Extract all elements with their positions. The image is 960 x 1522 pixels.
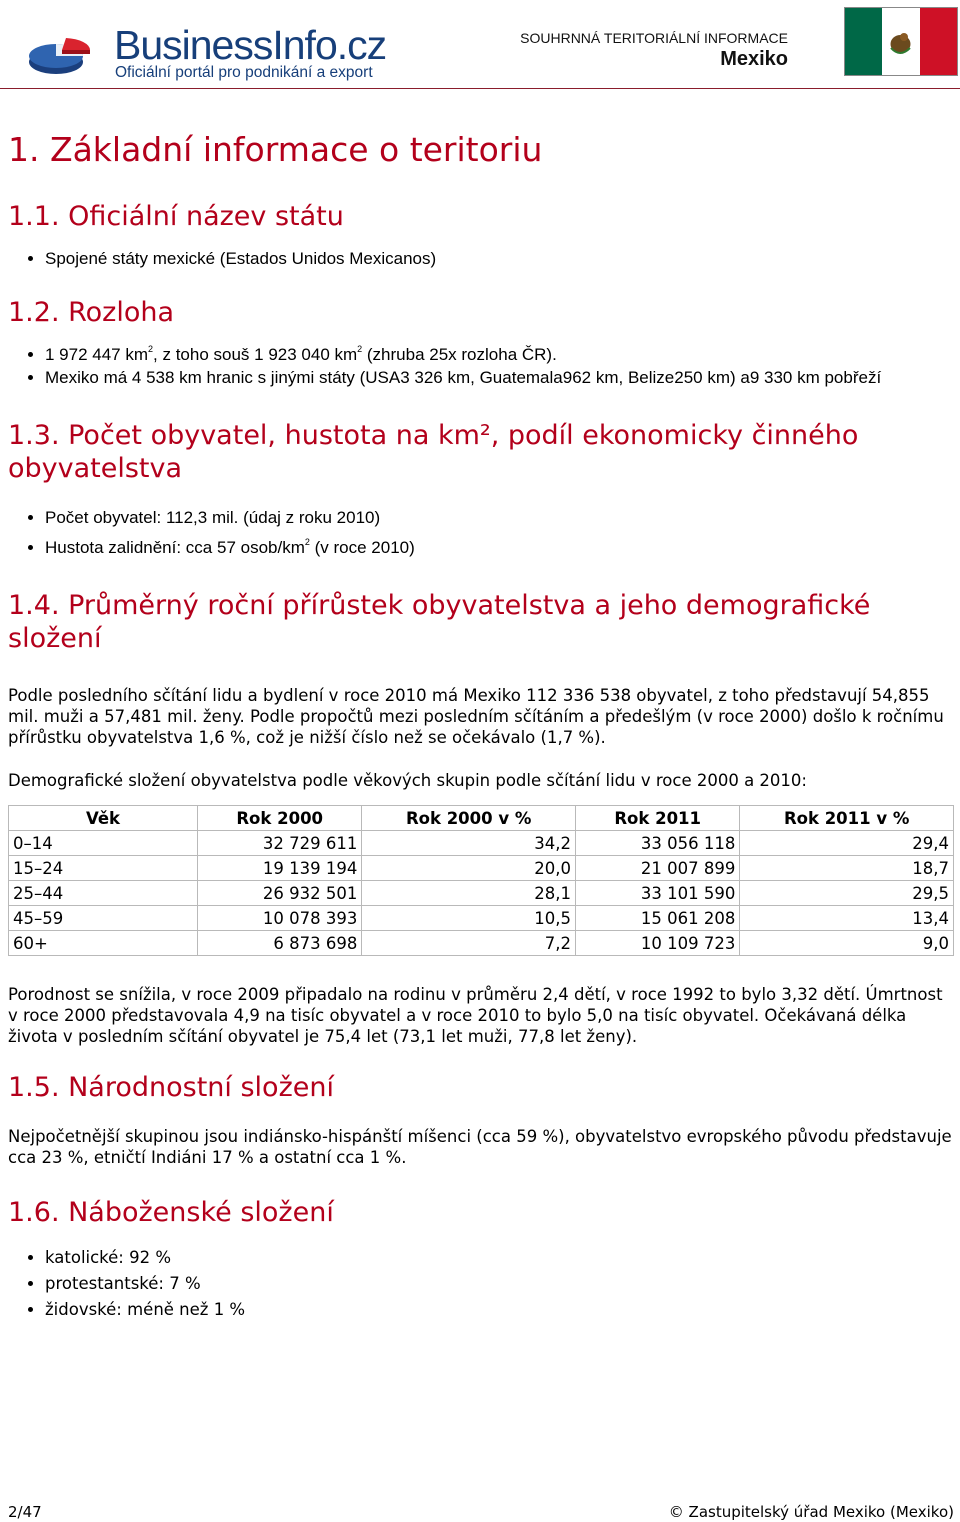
table-cell: 6 873 698 [198,931,362,956]
section-heading-ethnicity: 1.5. Národnostní složení [8,1072,334,1104]
table-row [9,906,954,931]
header-divider [0,88,960,89]
section-heading-area: 1.2. Rozloha [8,297,175,329]
logo-wordmark: BusinessInfo.cz [114,22,387,68]
copyright-notice: © Zastupitelský úřad Mexiko (Mexiko) [668,1503,954,1521]
col-header: Věk [9,806,198,831]
table-cell: 10,5 [362,906,576,931]
table-cell: 15 061 208 [575,906,739,931]
official-name-list [8,247,952,270]
page-title: 1. Základní informace o teritoriu [8,130,543,169]
list-item: • protestantské: 7 % [45,1271,952,1297]
table-cell: 19 139 194 [198,856,362,881]
page-number: 2/47 [8,1503,42,1521]
demographics-table [8,805,954,956]
religion-list [8,1245,952,1323]
table-cell: 9,0 [740,931,954,956]
table-cell: 10 078 393 [198,906,362,931]
table-cell: 28,1 [362,881,576,906]
list-item: • Hustota zalidnění: cca 57 osob/$km^2$ (v roce 2010) [45,533,952,563]
section-heading-demographics: 1.4. Průměrný roční přírůstek obyvatelstva a jeho demografické složení [8,590,871,655]
list-item: • židovské: méně než 1 % [45,1297,952,1323]
list-item: • Počet obyvatel: 112,3 mil. (údaj z roku 2010) [45,503,952,533]
ethnicity-paragraph: Nejpočetnější skupinou jsou indiánsko-hispánští míšenci (cca 59 %), obyvatelstvo evropského původu představuje cca 23 %, etničtí Indiáni 17 % a ostatní cca 1 %. [8,1127,952,1168]
table-cell: 7,2 [362,931,576,956]
table-cell: 33 101 590 [575,881,739,906]
list-item: • katolické: 92 % [45,1245,952,1271]
table-cell: 0–14 [9,831,198,856]
doc-type: SOUHRNNÁ TERITORIÁLNÍ INFORMACE [520,30,788,46]
section-heading-population: 1.3. Počet obyvatel, hustota na km², podíl ekonomicky činného obyvatelstva [8,420,859,485]
table-cell: 10 109 723 [575,931,739,956]
logo-subtitle: Oficiální portál pro podnikání a export [115,64,373,81]
table-cell: 18,7 [740,856,954,881]
section-heading-religion: 1.6. Náboženské složení [8,1197,334,1229]
businessinfo-logo[interactable] [26,14,386,84]
main-content [8,132,952,1349]
birth-death-paragraph: Porodnost se snížila, v roce 2009 připadalo na rodinu v průměru 2,4 dětí, v roce 1992 to bylo 3,32 dětí. Úmrtnost v roce 2000 představovala 4,9 na tisíc obyvatel a v roce 2010 to bylo 5,0 na tisíc obyvatel. Očekávaná délka života v posledním sčítání obyvatel je 75,4 let (73,1 let muži, 77,8 let ženy). [8,985,943,1047]
list-item: • Mexiko má 4 538 km hranic s jinými státy (USA3 326 km, Guatemala962 km, Belize250 km) a9 330 km pobřeží [45,366,952,389]
table-cell: 32 729 611 [198,831,362,856]
table-row [9,931,954,956]
table-header-row [9,806,954,831]
table-cell: 29,4 [740,831,954,856]
list-item: • 1 972 447 $km^2$, z toho souš 1 923 040 $km^2$ (zhruba 25x rozloha ČR). [45,343,952,366]
table-row [9,831,954,856]
table-cell: 60+ [9,931,198,956]
logo-pie-icon [26,28,106,78]
col-header: Rok 2000 [198,806,362,831]
table-cell: 33 056 118 [575,831,739,856]
country-name: Mexiko [720,48,788,70]
table-cell: 20,0 [362,856,576,881]
population-list [8,503,952,563]
col-header: Rok 2011 v % [740,806,954,831]
table-cell: 25–44 [9,881,198,906]
area-list [8,343,952,389]
list-item: • Spojené státy mexické (Estados Unidos Mexicanos) [45,247,952,270]
table-cell: 13,4 [740,906,954,931]
demographics-paragraph: Podle posledního sčítání lidu a bydlení v roce 2010 má Mexiko 112 336 538 obyvatel, z toho představují 54,855 mil. muži a 57,481 mil. ženy. Podle propočtů mezi posledním sčítáním a předešlým (v roce 2000) došlo k ročnímu přírůstku obyvatelstva 1,6 %, což je nižší číslo než se očekávalo (1,7 %). [8,686,944,748]
table-cell: 45–59 [9,906,198,931]
table-row [9,881,954,906]
page-header [0,0,960,88]
page-footer [8,1503,954,1521]
mexico-flag-icon [844,7,958,76]
table-cell: 29,5 [740,881,954,906]
document-label [520,30,788,71]
table-cell: 15–24 [9,856,198,881]
col-header: Rok 2011 [575,806,739,831]
section-heading-official-name: 1.1. Oficiální název státu [8,201,344,233]
table-cell: 21 007 899 [575,856,739,881]
table-cell: 34,2 [362,831,576,856]
demographics-table-intro: Demografické složení obyvatelstva podle věkových skupin podle sčítání lidu v roce 2000 a 2010: [8,771,807,791]
col-header: Rok 2000 v % [362,806,576,831]
table-cell: 26 932 501 [198,881,362,906]
table-row [9,856,954,881]
